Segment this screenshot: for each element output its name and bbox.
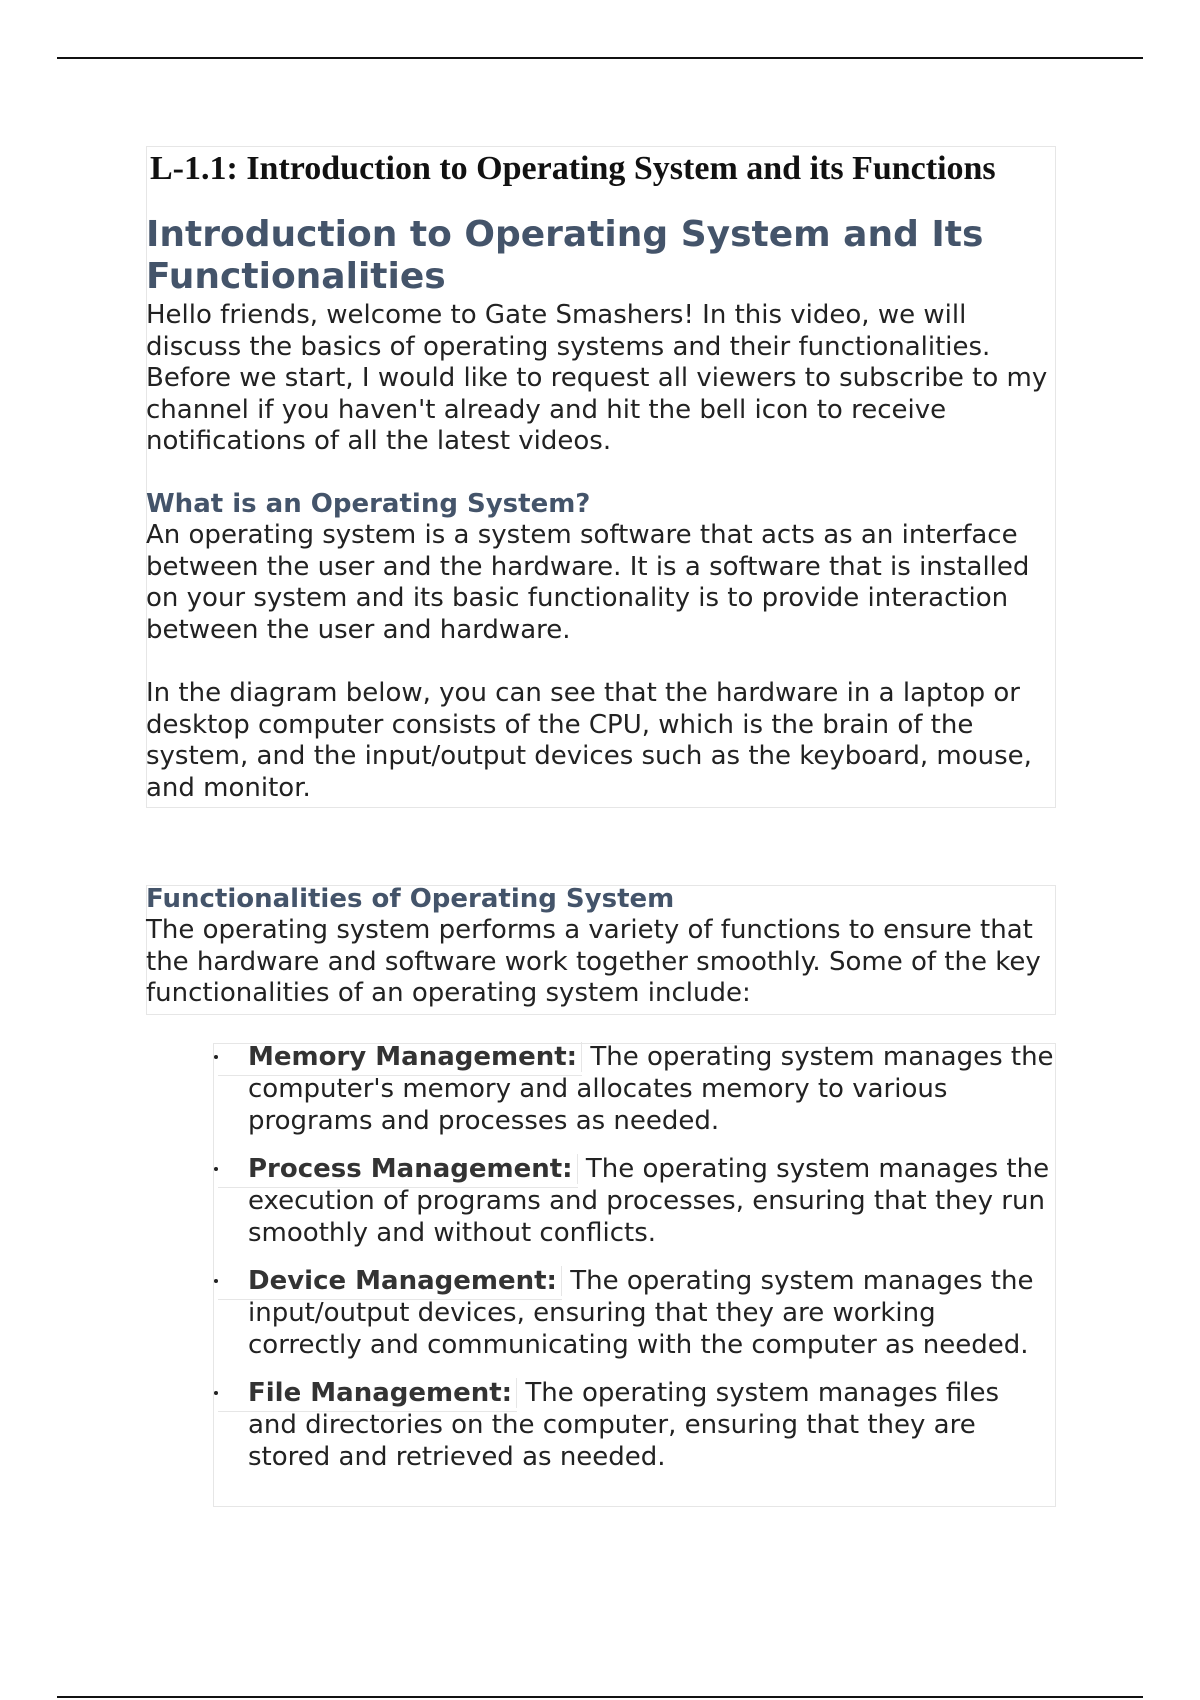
page-header-rule [57,57,1143,59]
term-cell [248,1266,562,1296]
function-description: The operating system manages the input/output devices, ensuring that they are working correctly and communicating with the computer as needed. [248,1266,1034,1360]
function-description: The operating system manages the execution of programs and processes, ensuring that they run smoothly and without conflicts. [248,1154,1050,1248]
term-cell-border [218,1075,582,1076]
diagram-paragraph: In the diagram below, you can see that the hardware in a laptop or desktop computer consists of the CPU, which is the brain of the system, and the input/output devices such as the keyboard, mouse, and monitor. [146,678,1032,803]
term-cell [248,1378,517,1408]
bullet-icon [214,1167,218,1171]
main-heading: Introduction to Operating System and Its Functionalities [146,214,984,297]
function-item-device [213,1265,1056,1361]
function-item-memory [213,1041,1056,1137]
function-item-file [213,1377,1056,1473]
function-term: Memory Management: [248,1042,582,1072]
document-title: L-1.1: Introduction to Operating System and its Functions [150,150,996,187]
term-cell-border [218,1411,517,1412]
what-is-os-heading: What is an Operating System? [146,489,591,519]
function-item-process [213,1153,1056,1249]
bullet-icon [214,1391,218,1395]
functionalities-paragraph: The operating system performs a variety of functions to ensure that the hardware and software work together smoothly. Some of the key functionalities of an operating system include: [146,915,1041,1008]
function-description: The operating system manages the computer's memory and allocates memory to various programs and processes as needed. [248,1042,1054,1136]
term-cell [248,1154,578,1184]
function-term: Process Management: [248,1154,578,1184]
function-term: File Management: [248,1378,517,1408]
page-footer-rule [57,1696,1143,1698]
functionalities-heading: Functionalities of Operating System [146,884,675,914]
term-cell-border [218,1187,578,1188]
term-cell [248,1042,582,1072]
function-term: Device Management: [248,1266,562,1296]
bullet-icon [214,1055,218,1059]
what-is-os-paragraph: An operating system is a system software that acts as an interface between the user and the hardware. It is a software that is installed on your system and its basic functionality is to provide interaction between the user and hardware. [146,520,1030,645]
bullet-icon [214,1279,218,1283]
term-cell-border [218,1299,562,1300]
intro-paragraph: Hello friends, welcome to Gate Smashers! In this video, we will discuss the basics of operating systems and their functionalities. Before we start, I would like to request all viewers to subscribe to my channel if you haven't already and hit the bell icon to receive notifications of all the latest videos. [146,300,1048,456]
functions-list [213,1041,1056,1489]
function-description: The operating system manages files and directories on the computer, ensuring that they are stored and retrieved as needed. [248,1378,1000,1472]
